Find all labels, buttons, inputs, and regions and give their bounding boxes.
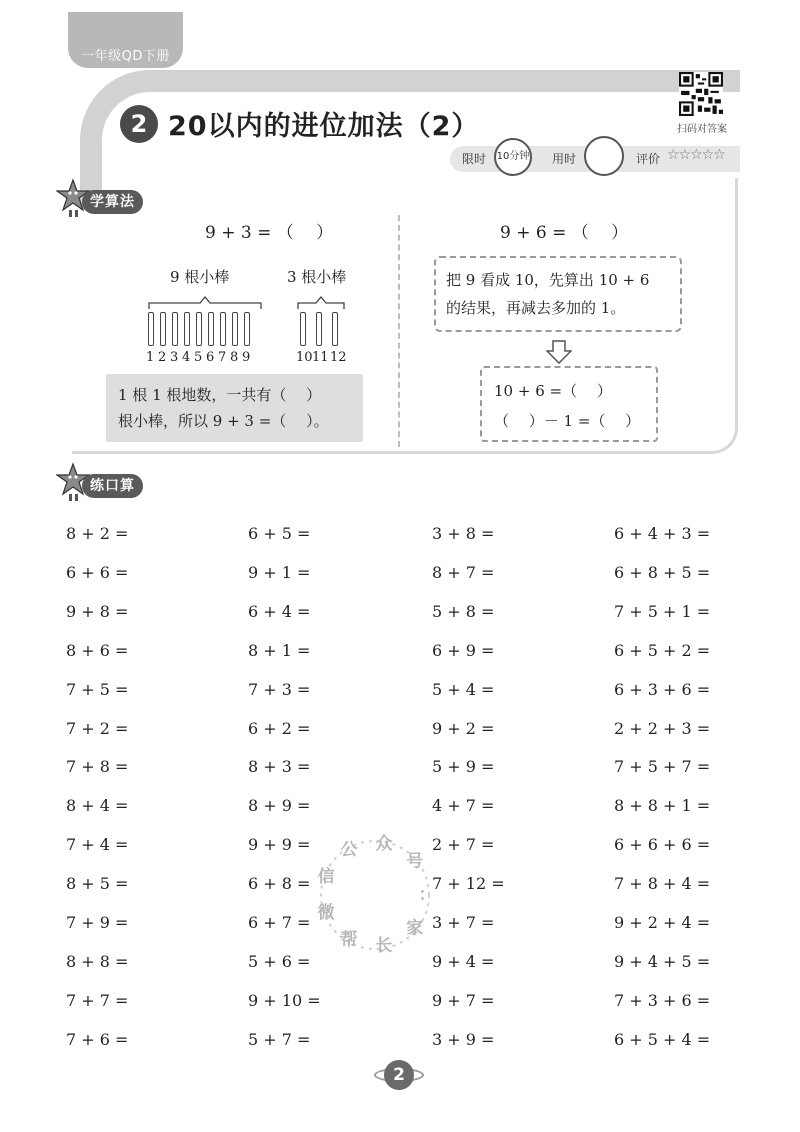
learn-badge-label: 学算法 <box>82 190 143 214</box>
practice-problem: 7 + 12 = <box>432 874 505 894</box>
down-arrow-icon <box>546 340 572 364</box>
practice-problem: 8 + 4 = <box>66 796 129 816</box>
practice-problem: 6 + 6 = <box>66 562 129 582</box>
qr-label: 扫码对答案 <box>677 124 727 135</box>
stamp-char: 家 <box>406 918 424 939</box>
practice-problem: 3 + 9 = <box>432 1029 495 1049</box>
counting-stick <box>208 312 214 346</box>
practice-problem: 5 + 6 = <box>248 951 311 971</box>
practice-problem: 8 + 6 = <box>66 640 129 660</box>
practice-problem: 7 + 3 = <box>248 679 311 699</box>
stick-number: 10 <box>296 350 313 365</box>
right-tip-line2: 的结果，再减去多加的 1。 <box>446 299 626 317</box>
grade-label: 一年级QD下册 <box>81 49 170 64</box>
counting-stick <box>316 312 322 346</box>
practice-problem: 9 + 8 = <box>66 601 129 621</box>
stick-number: 7 <box>218 350 227 365</box>
page-title: 20以内的进位加法（2） <box>168 111 480 142</box>
practice-badge-label: 练口算 <box>82 474 143 498</box>
grade-tab <box>68 12 183 68</box>
practice-problem: 8 + 3 = <box>248 757 311 777</box>
right-question: 9 + 6 = （ ） <box>500 223 629 243</box>
stick-number: 1 <box>146 350 155 365</box>
brace-icon <box>148 296 262 310</box>
practice-problem: 9 + 7 = <box>432 990 495 1010</box>
stamp-char: 众 <box>375 833 393 854</box>
used-label: 用时 <box>552 152 577 166</box>
lesson-number-badge: 2 <box>120 105 158 143</box>
sticks-label-3: 3 根小棒 <box>287 268 347 286</box>
practice-problem: 7 + 5 + 7 = <box>614 757 711 777</box>
practice-problem: 8 + 2 = <box>66 524 129 543</box>
stamp-watermark <box>300 820 450 970</box>
practice-problem: 6 + 4 = <box>248 601 311 621</box>
practice-problem: 6 + 6 + 6 = <box>614 835 711 855</box>
practice-problem: 8 + 5 = <box>66 874 129 894</box>
practice-problem: 8 + 8 = <box>66 951 129 971</box>
right-step2: （ ）－ 1 =（ ） <box>494 412 641 430</box>
practice-problem: 8 + 8 + 1 = <box>614 796 711 816</box>
counting-stick <box>300 312 306 346</box>
practice-problem: 2 + 2 + 3 = <box>614 718 711 738</box>
counting-stick <box>332 312 338 346</box>
practice-problem: 9 + 2 + 4 = <box>614 913 711 932</box>
practice-problem: 7 + 9 = <box>66 913 129 932</box>
stick-number: 11 <box>312 350 329 365</box>
counting-stick <box>160 312 166 346</box>
practice-problem: 6 + 5 = <box>248 524 311 543</box>
left-note <box>106 374 363 442</box>
right-steps <box>480 366 658 442</box>
practice-problem: 6 + 8 = <box>248 874 311 894</box>
practice-problem: 7 + 5 = <box>66 679 129 699</box>
stick-number: 8 <box>230 350 239 365</box>
practice-problem: 9 + 10 = <box>248 990 321 1010</box>
practice-section-badge <box>56 462 156 510</box>
stick-number: 4 <box>182 350 191 365</box>
practice-problem: 5 + 9 = <box>432 757 495 777</box>
practice-problem: 6 + 7 = <box>248 913 311 932</box>
counting-stick <box>184 312 190 346</box>
practice-problem: 3 + 8 = <box>432 524 495 543</box>
counting-stick <box>196 312 202 346</box>
right-tip <box>434 256 682 332</box>
stamp-char: 帮 <box>340 930 358 950</box>
practice-problem: 8 + 9 = <box>248 796 311 816</box>
practice-problem: 6 + 2 = <box>248 718 311 738</box>
page-number: 2 <box>384 1060 414 1090</box>
counting-stick <box>172 312 178 346</box>
counting-stick <box>220 312 226 346</box>
practice-problem: 6 + 3 + 6 = <box>614 679 711 699</box>
practice-problem: 9 + 9 = <box>248 835 311 855</box>
limit-value: 10分钟 <box>494 138 532 176</box>
qr-code-icon[interactable] <box>679 72 723 116</box>
left-question: 9 + 3 = （ ） <box>205 223 334 243</box>
practice-problem: 5 + 8 = <box>432 601 495 621</box>
practice-problem: 9 + 1 = <box>248 562 311 582</box>
stick-number: 12 <box>330 350 347 365</box>
stamp-char: 公 <box>340 840 358 860</box>
practice-problem: 9 + 4 = <box>432 951 495 971</box>
practice-problem: 7 + 3 + 6 = <box>614 990 711 1010</box>
stick-number: 2 <box>158 350 167 365</box>
practice-problem: 6 + 8 + 5 = <box>614 562 711 582</box>
practice-problem: 6 + 4 + 3 = <box>614 524 711 543</box>
used-time-field[interactable] <box>584 136 624 176</box>
practice-problem: 8 + 1 = <box>248 640 311 660</box>
stamp-char: 号 <box>406 851 424 872</box>
left-note-line2: 根小棒，所以 9 + 3 =（ ）。 <box>118 412 329 430</box>
practice-problem: 6 + 5 + 2 = <box>614 640 711 660</box>
practice-problem: 5 + 7 = <box>248 1029 311 1049</box>
counting-stick <box>244 312 250 346</box>
practice-problem: 7 + 8 + 4 = <box>614 874 711 894</box>
practice-problem: 6 + 5 + 4 = <box>614 1029 711 1049</box>
stamp-char: 微 <box>317 902 335 923</box>
practice-problem: 2 + 7 = <box>432 835 495 855</box>
practice-problem: 7 + 6 = <box>66 1029 129 1049</box>
stamp-char: 长 <box>375 936 393 957</box>
practice-problem: 7 + 5 + 1 = <box>614 601 711 621</box>
limit-label: 限时 <box>462 152 487 166</box>
practice-problem: 9 + 2 = <box>432 718 495 738</box>
practice-problem: 4 + 7 = <box>432 796 495 816</box>
rating-stars[interactable]: ☆☆☆☆☆ <box>667 147 725 163</box>
stick-number: 3 <box>170 350 179 365</box>
left-note-line1: 1 根 1 根地数，一共有（ ） <box>118 386 322 404</box>
counting-stick <box>148 312 154 346</box>
practice-problem: 8 + 7 = <box>432 562 495 582</box>
practice-problem: 7 + 8 = <box>66 757 129 777</box>
practice-problem: 9 + 4 + 5 = <box>614 951 711 971</box>
practice-problem: 7 + 2 = <box>66 718 129 738</box>
stick-number: 5 <box>194 350 203 365</box>
stamp-char: ： <box>418 885 436 905</box>
learn-divider <box>398 215 400 447</box>
practice-problem: 7 + 4 = <box>66 835 129 855</box>
practice-problem: 5 + 4 = <box>432 679 495 699</box>
stick-number: 6 <box>206 350 215 365</box>
practice-problem: 3 + 7 = <box>432 913 495 932</box>
sticks-label-9: 9 根小棒 <box>170 268 230 286</box>
rating-label: 评价 <box>636 152 661 166</box>
stamp-char: 信 <box>317 867 335 888</box>
stick-number: 9 <box>242 350 251 365</box>
counting-stick <box>232 312 238 346</box>
learn-section-badge <box>56 178 156 226</box>
practice-problem: 7 + 7 = <box>66 990 129 1010</box>
brace-icon <box>297 296 345 310</box>
right-step1: 10 + 6 =（ ） <box>494 382 612 400</box>
practice-problem: 6 + 9 = <box>432 640 495 660</box>
right-tip-line1: 把 9 看成 10，先算出 10 + 6 <box>446 271 650 289</box>
